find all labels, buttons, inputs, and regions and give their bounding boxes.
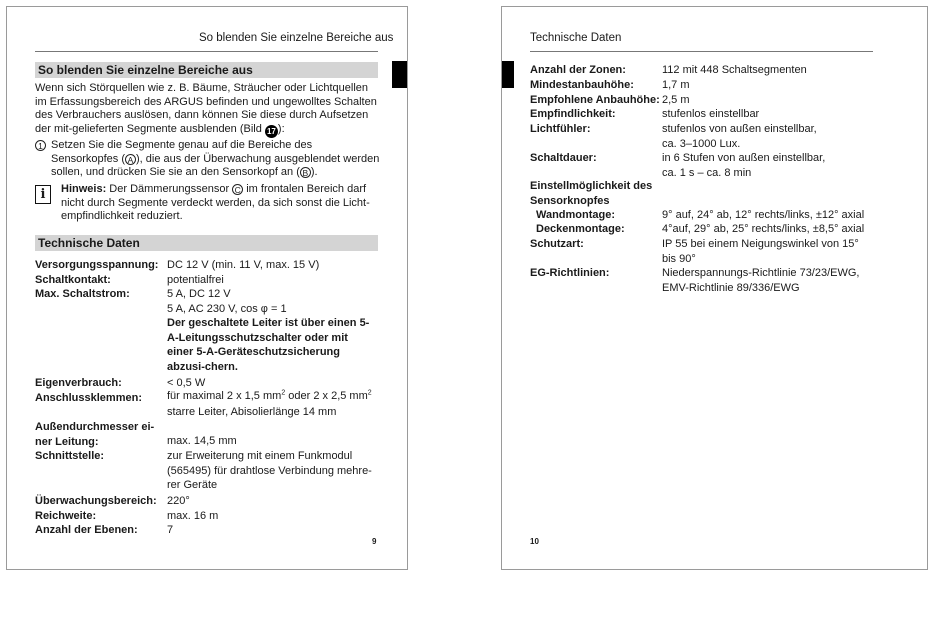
spec-value: < 0,5 W (167, 377, 206, 389)
spec-value: stufenlos von außen einstellbar, ca. 3–1000 Lux. (662, 123, 817, 150)
spec-label: Schaltkontakt: (35, 274, 111, 286)
spec-value: in 6 Stufen von außen einstellbar, ca. 1 s – ca. 8 min (662, 152, 826, 179)
spec-value: 1,7 m (662, 79, 690, 91)
left-page (6, 6, 408, 570)
running-header: Technische Daten (530, 32, 622, 44)
spec-label: Max. Schaltstrom: (35, 288, 130, 300)
spec-value: 9° auf, 24° ab, 12° rechts/links, ±12° axial (662, 209, 865, 221)
ref-a-badge: A (125, 154, 136, 165)
spec-label: Anzahl der Zonen: (530, 64, 626, 76)
spec-label: Lichtfühler: (530, 123, 591, 135)
spec-label: EG-Richtlinien: (530, 267, 610, 279)
hint-label: Hinweis: (61, 183, 107, 195)
spec-label: Überwachungsbereich: (35, 495, 157, 507)
spec-value: 112 mit 448 Schaltsegmenten (662, 64, 807, 76)
spec-label: Schaltdauer: (530, 152, 597, 164)
spec-label: Eigenverbrauch: (35, 377, 122, 389)
spec-label: Einstellmöglichkeit des Sensorknopfes (530, 180, 653, 207)
spec-value: max. 16 m (167, 510, 219, 522)
spec-value: IP 55 bei einem Neigungswinkel von 15° bis 90° (662, 238, 859, 265)
spec-value: 4°auf, 29° ab, 25° rechts/links, ±8,5° axial (662, 223, 865, 235)
section-tab-marker (502, 61, 514, 88)
spec-value: potentialfrei (167, 274, 224, 286)
spec-value: 220° (167, 495, 190, 507)
page-number: 10 (530, 537, 539, 546)
spec-label: Deckenmontage: (536, 223, 625, 235)
spec-value: DC 12 V (min. 11 V, max. 15 V) (167, 259, 320, 271)
hint-paragraph: i Hinweis: Der Dämmerungssensor C im frontalen Bereich darf nicht durch Segmente verdeckt werden, da sich sonst die Licht-empfindlichkeit reduziert. (35, 183, 381, 224)
ref-b-badge: B (300, 167, 311, 178)
spec-value: max. 14,5 mm (167, 435, 237, 447)
spec-value: 5 A, DC 12 V (167, 288, 231, 300)
spec-label: Empfohlene Anbauhöhe: (530, 94, 660, 106)
spec-value: für maximal 2 x 1,5 $mm^2$ oder 2 x 2,5 $mm^2$ (167, 389, 372, 402)
spec-label: Anschlussklemmen: (35, 392, 142, 404)
spec-label: Außendurchmesser ei-ner Leitung: (35, 421, 155, 448)
step-number-badge: 1 (35, 140, 46, 151)
section-title-technical-data: Technische Daten (35, 235, 378, 251)
running-header: So blenden Sie einzelne Bereiche aus (199, 32, 394, 44)
spec-label: Mindestanbauhöhe: (530, 79, 634, 91)
step-1: 1 Setzen Sie die Segmente genau auf die Bereiche des Sensorkopfes ( A ), die aus der Überwachung ausgeblendet werden sollen, und drücken Sie sie an den Sensorkopf an ( B ). (35, 139, 381, 180)
info-icon: i (35, 185, 51, 204)
spec-label: Versorgungsspannung: (35, 259, 159, 271)
ref-c-badge: C (232, 184, 243, 195)
spec-table-left (35, 258, 380, 536)
figure-ref-badge: 17 (265, 125, 278, 138)
spec-value: zur Erweiterung mit einem Funkmodul (565495) für drahtlose Verbindung mehre-rer Geräte (167, 450, 372, 491)
spec-label: Wandmontage: (536, 209, 616, 221)
spec-value: 5 A, AC 230 V, cos φ = 1 (167, 303, 287, 315)
section-tab-marker (392, 61, 407, 88)
header-rule (530, 51, 873, 52)
spec-label: Schutzart: (530, 238, 584, 250)
spec-label: Reichweite: (35, 510, 97, 522)
header-rule (35, 51, 378, 52)
spec-value: 7 (167, 524, 174, 536)
right-page (501, 6, 928, 570)
spec-label: Anzahl der Ebenen: (35, 524, 138, 536)
section-title-hide-areas: So blenden Sie einzelne Bereiche aus (35, 62, 378, 78)
spec-value: starre Leiter, Abisolierlänge 14 mm (167, 406, 337, 418)
spec-table-right (530, 63, 890, 303)
spec-label: Empfindlichkeit: (530, 108, 616, 120)
spec-value: 2,5 m (662, 94, 690, 106)
page-number: 9 (372, 537, 377, 546)
spec-warning: Der geschaltete Leiter ist über einen 5-A-Leitungsschutzschalter oder mit einer 5-A-Geräteschutzsicherung abzusi-chern. (167, 317, 370, 373)
spec-label: Schnittstelle: (35, 450, 105, 462)
spec-value: stufenlos einstellbar (662, 108, 760, 120)
spec-value: Niederspannungs-Richtlinie 73/23/EWG, EMV-Richtlinie 89/336/EWG (662, 267, 860, 294)
intro-paragraph: Wenn sich Störquellen wie z. B. Bäume, Sträucher oder Lichtquellen im Erfassungsbereich des ARGUS befinden und ungewolltes Schalten des Verbrauchers auslösen, dann können Sie diese durch Aufsetzen der mit-gelieferten Segmente ausblenden (Bild 17 ): (35, 82, 377, 136)
